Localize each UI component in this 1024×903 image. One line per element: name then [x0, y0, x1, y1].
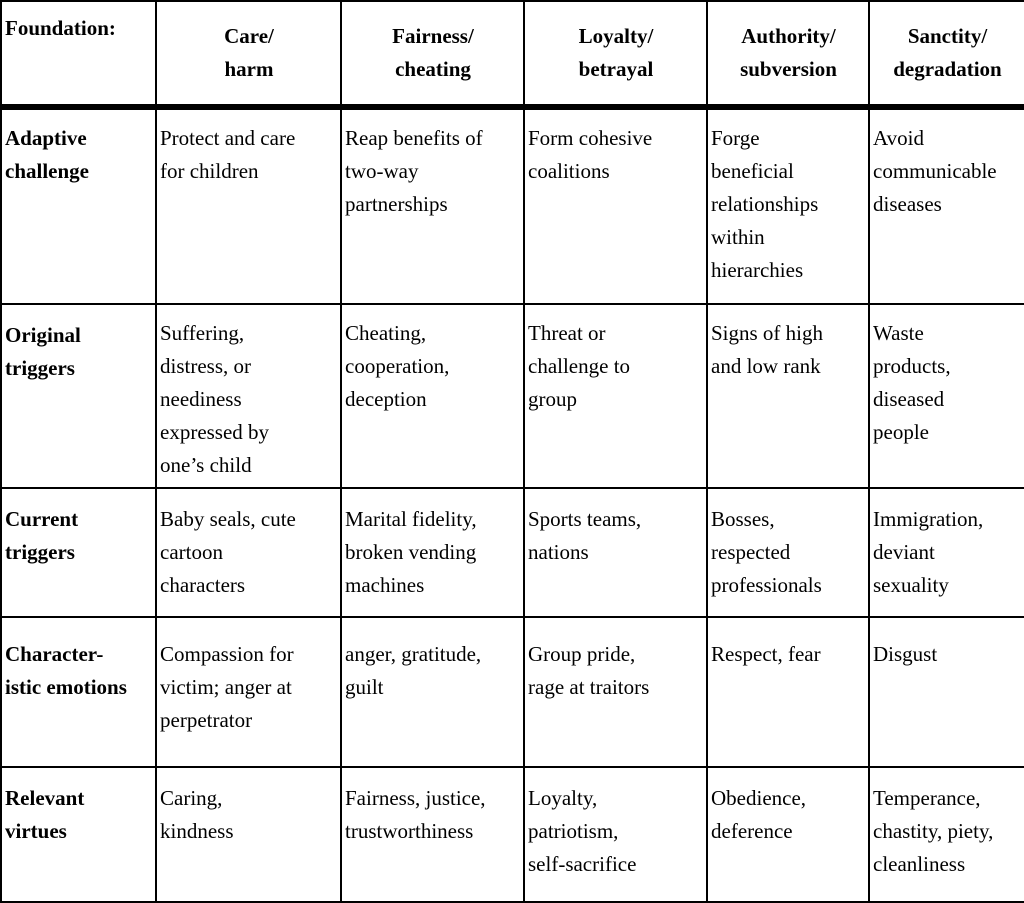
column-header: Loyalty/ betrayal	[524, 1, 707, 107]
table-cell: Sports teams, nations	[524, 488, 707, 617]
table-cell: Baby seals, cute cartoon characters	[156, 488, 341, 617]
table-row	[1, 488, 1024, 617]
table-cell: Cheating, cooperation, deception	[341, 304, 524, 488]
table-cell: Signs of high and low rank	[707, 304, 869, 488]
table-cell: Protect and care for children	[156, 107, 341, 304]
table-cell: Reap benefits of two-way partnerships	[341, 107, 524, 304]
table-row	[1, 304, 1024, 488]
column-header: Authority/ subversion	[707, 1, 869, 107]
table-cell: Immigration, deviant sexuality	[869, 488, 1024, 617]
table-cell: Waste products, diseased people	[869, 304, 1024, 488]
table-cell: Loyalty, patriotism, self-sacrifice	[524, 767, 707, 902]
row-header: Original triggers	[1, 304, 156, 488]
table-cell: Bosses, respected professionals	[707, 488, 869, 617]
table-cell: Threat or challenge to group	[524, 304, 707, 488]
table-cell: Obedience, deference	[707, 767, 869, 902]
table-cell: Form cohesive coalitions	[524, 107, 707, 304]
header-foundation-label: Foundation:	[1, 1, 156, 107]
row-header: Adaptive challenge	[1, 107, 156, 304]
table-cell: Caring, kindness	[156, 767, 341, 902]
table-cell: Avoid communicable diseases	[869, 107, 1024, 304]
table-cell: Suffering, distress, or neediness expressed by one’s child	[156, 304, 341, 488]
column-header: Sanctity/ degradation	[869, 1, 1024, 107]
table-cell: anger, gratitude, guilt	[341, 617, 524, 767]
table-cell: Marital fidelity, broken vending machines	[341, 488, 524, 617]
table-row	[1, 107, 1024, 304]
table-cell: Respect, fear	[707, 617, 869, 767]
row-header: Relevant virtues	[1, 767, 156, 902]
table-row	[1, 767, 1024, 902]
header-row	[1, 1, 1024, 107]
table-cell: Temperance, chastity, piety, cleanliness	[869, 767, 1024, 902]
table-cell: Fairness, justice, trustworthiness	[341, 767, 524, 902]
row-header: Character- istic emotions	[1, 617, 156, 767]
table-cell: Disgust	[869, 617, 1024, 767]
column-header: Fairness/ cheating	[341, 1, 524, 107]
row-header: Current triggers	[1, 488, 156, 617]
table-cell: Group pride, rage at traitors	[524, 617, 707, 767]
table-cell: Compassion for victim; anger at perpetrator	[156, 617, 341, 767]
table-cell: Forge beneficial relationships within hierarchies	[707, 107, 869, 304]
table-row	[1, 617, 1024, 767]
column-header: Care/ harm	[156, 1, 341, 107]
